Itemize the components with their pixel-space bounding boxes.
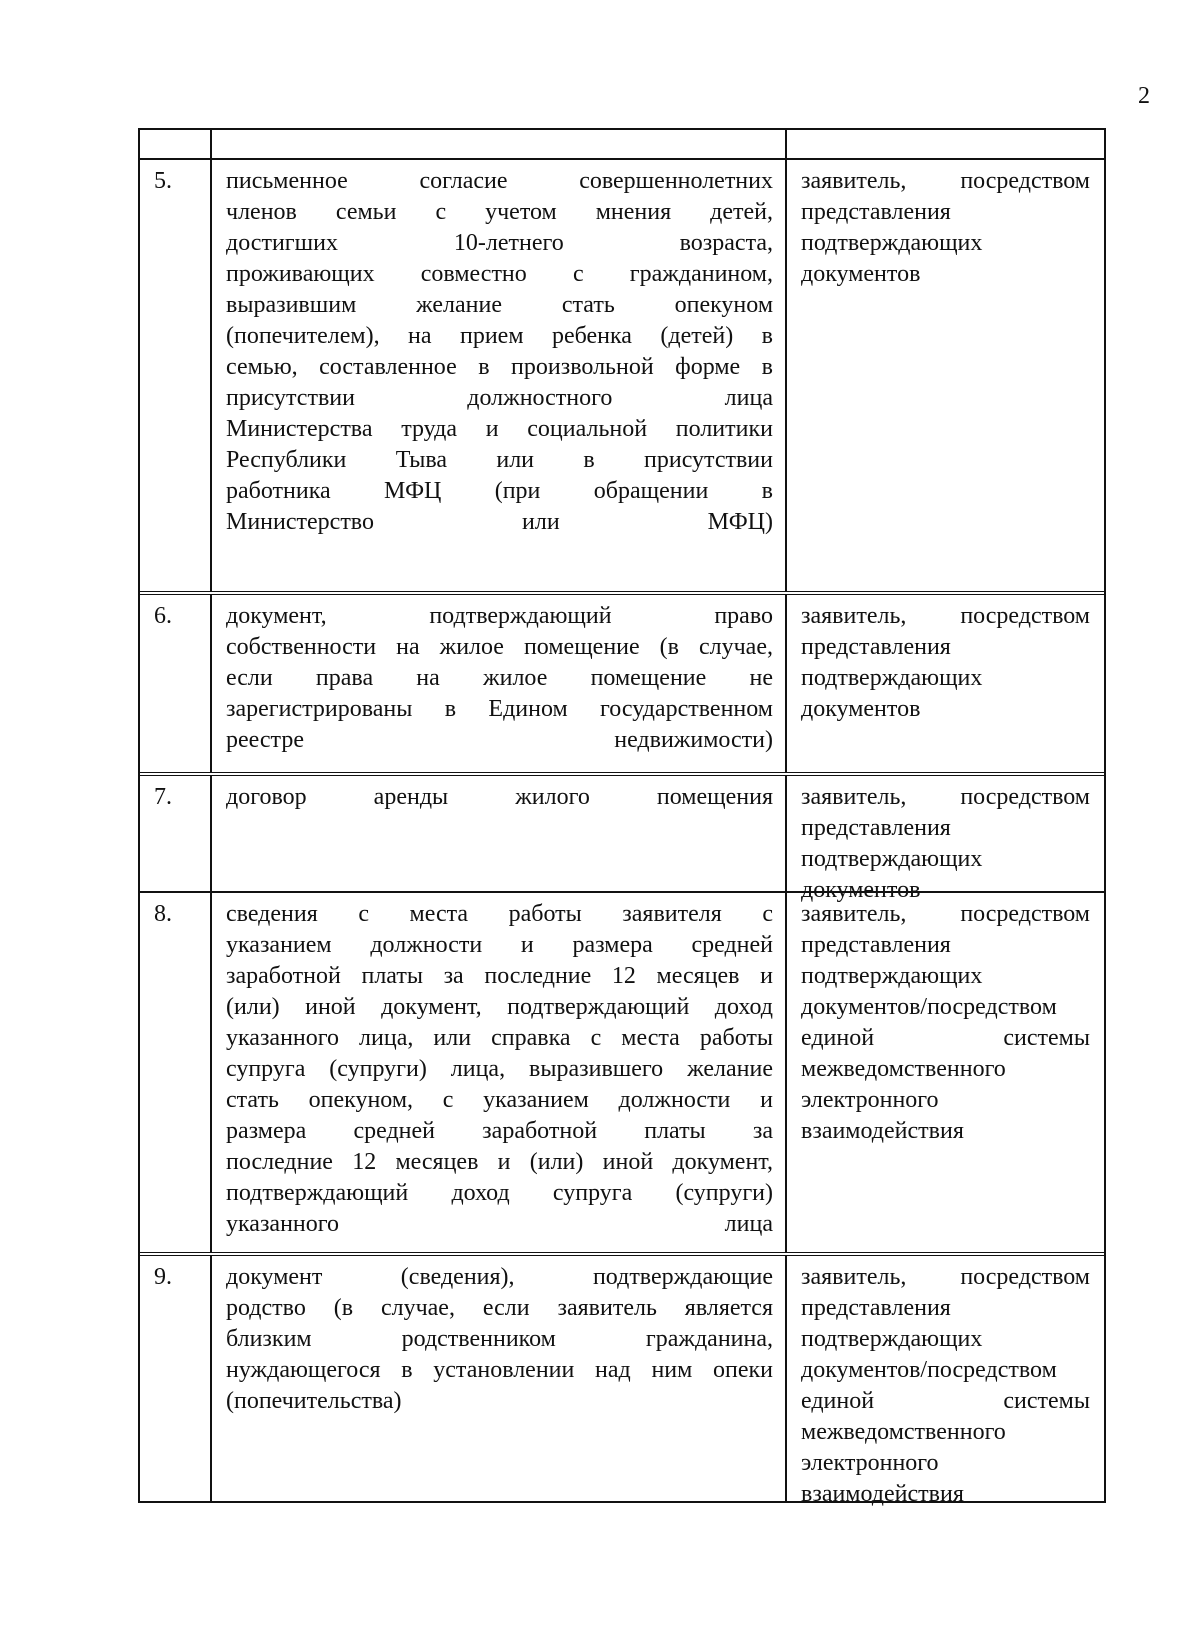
text-line: заявитель, посредством	[801, 901, 1090, 927]
text-line: супруга (супруги) лица, выразившего желание	[226, 1056, 773, 1082]
text-line: собственности на жилое помещение (в случае,	[226, 634, 773, 660]
text-line: единой системы	[801, 1025, 1090, 1051]
text-line: документов/посредством	[801, 1357, 1057, 1383]
text-line: реестре недвижимости)	[226, 727, 773, 753]
text-line: указанием должности и размера средней	[226, 932, 773, 958]
text-line: если права на жилое помещение не	[226, 665, 773, 691]
text-line: заявитель, посредством	[801, 603, 1090, 629]
text-line: взаимодействия	[801, 1481, 964, 1507]
text-line: подтверждающих	[801, 846, 983, 872]
documents-table	[138, 128, 1106, 1507]
header-cell-source	[787, 130, 1104, 158]
text-line: (попечителем), на прием ребенка (детей) в	[226, 323, 773, 349]
text-line: Министерства труда и социальной политики	[226, 416, 773, 442]
text-line: договор аренды жилого помещения	[226, 784, 773, 810]
text-line: подтверждающий доход супруга (супруги)	[226, 1180, 773, 1206]
text-line: документов/посредством	[801, 994, 1057, 1020]
text-line: представления	[801, 932, 951, 958]
text-line: сведения с места работы заявителя с	[226, 901, 773, 927]
table-header-row	[140, 130, 1104, 158]
table-row	[140, 891, 1104, 1252]
header-cell-number	[140, 130, 212, 158]
text-line: документ (сведения), подтверждающие	[226, 1264, 773, 1290]
page-number: 2	[1138, 83, 1150, 109]
table-row	[140, 772, 1104, 903]
document-source	[787, 893, 1104, 1252]
text-line: Министерство или МФЦ)	[226, 509, 773, 535]
table-row	[140, 158, 1104, 591]
document-source	[787, 776, 1104, 903]
row-number: 7.	[140, 776, 212, 891]
text-line: представления	[801, 1295, 951, 1321]
table-row	[140, 591, 1104, 772]
text-line: нуждающегося в установлении над ним опеки	[226, 1357, 773, 1383]
text-line: документов	[801, 877, 921, 903]
text-line: достигших 10-летнего возраста,	[226, 230, 773, 256]
text-line: выразившим желание стать опекуном	[226, 292, 773, 318]
text-line: размера средней заработной платы за	[226, 1118, 773, 1144]
header-cell-document	[212, 130, 787, 158]
row-number: 8.	[140, 893, 212, 1252]
document-description	[212, 893, 787, 1252]
text-line: единой системы	[801, 1388, 1090, 1414]
row-number: 5.	[140, 160, 212, 591]
text-line: зарегистрированы в Едином государственном	[226, 696, 773, 722]
text-line: работника МФЦ (при обращении в	[226, 478, 773, 504]
row-number: 9.	[140, 1256, 212, 1501]
table-row	[140, 1252, 1104, 1507]
text-line: подтверждающих	[801, 1326, 983, 1352]
text-line: присутствии должностного лица	[226, 385, 773, 411]
text-line: (попечительства)	[226, 1388, 402, 1414]
text-line: указанного лица, или справка с места работы	[226, 1025, 773, 1051]
document-description	[212, 776, 787, 891]
row-number: 6.	[140, 595, 212, 772]
text-line: (или) иной документ, подтверждающий доход	[226, 994, 773, 1020]
text-line: заявитель, посредством	[801, 784, 1090, 810]
text-line: документов	[801, 696, 921, 722]
text-line: представления	[801, 815, 951, 841]
text-line: заявитель, посредством	[801, 168, 1090, 194]
document-description	[212, 1256, 787, 1501]
text-line: межведомственного	[801, 1056, 1006, 1082]
document-source	[787, 160, 1104, 591]
text-line: подтверждающих	[801, 665, 983, 691]
text-line: заявитель, посредством	[801, 1264, 1090, 1290]
text-line: межведомственного	[801, 1419, 1006, 1445]
text-line: последние 12 месяцев и (или) иной документ,	[226, 1149, 773, 1175]
text-line: взаимодействия	[801, 1118, 964, 1144]
text-line: представления	[801, 634, 951, 660]
text-line: документов	[801, 261, 921, 287]
text-line: указанного лица	[226, 1211, 773, 1237]
text-line: стать опекуном, с указанием должности и	[226, 1087, 773, 1113]
text-line: Республики Тыва или в присутствии	[226, 447, 773, 473]
text-line: электронного	[801, 1450, 939, 1476]
text-line: подтверждающих	[801, 963, 983, 989]
document-source	[787, 595, 1104, 772]
text-line: проживающих совместно с гражданином,	[226, 261, 773, 287]
document-source	[787, 1256, 1104, 1507]
text-line: семью, составленное в произвольной форме в	[226, 354, 773, 380]
text-line: членов семьи с учетом мнения детей,	[226, 199, 773, 225]
text-line: электронного	[801, 1087, 939, 1113]
text-line: представления	[801, 199, 951, 225]
text-line: родство (в случае, если заявитель является	[226, 1295, 773, 1321]
document-description	[212, 160, 787, 591]
text-line: близким родственником гражданина,	[226, 1326, 773, 1352]
text-line: документ, подтверждающий право	[226, 603, 773, 629]
text-line: письменное согласие совершеннолетних	[226, 168, 773, 194]
text-line: подтверждающих	[801, 230, 983, 256]
document-description	[212, 595, 787, 772]
text-line: заработной платы за последние 12 месяцев и	[226, 963, 773, 989]
